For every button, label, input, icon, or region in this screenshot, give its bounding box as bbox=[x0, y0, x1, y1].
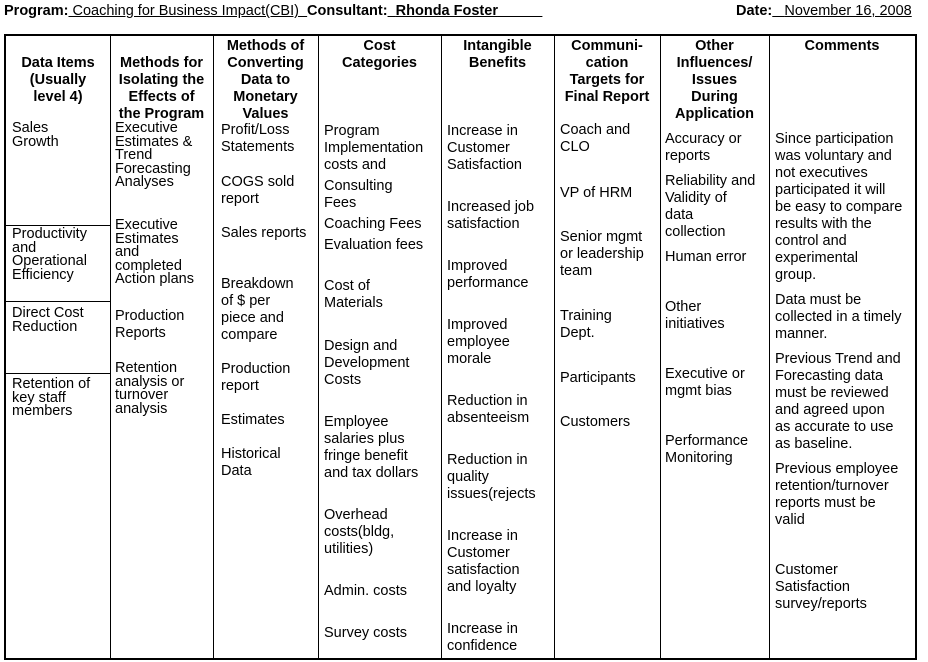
other-influence-item: Other initiatives bbox=[665, 299, 725, 332]
date-value: November 16, 2008 bbox=[784, 3, 912, 19]
column-divider bbox=[318, 36, 319, 658]
intangible-benefit-item: Reduction in absenteeism bbox=[447, 393, 530, 426]
date-label: Date: bbox=[736, 3, 773, 19]
cost-category-item: Program Implementation costs and bbox=[324, 123, 424, 173]
conversion-method-item: Breakdown of $ per piece and compare bbox=[221, 276, 294, 343]
program-header bbox=[4, 3, 542, 19]
conversion-method-item: COGS sold report bbox=[221, 174, 295, 207]
cost-category-item: Consulting Fees bbox=[324, 178, 393, 211]
conversion-method-item: Historical Data bbox=[221, 446, 281, 479]
program-value: Coaching for Business Impact(CBI) bbox=[72, 3, 299, 19]
communication-target-item: Senior mgmt or leadership team bbox=[560, 229, 644, 279]
comment-item: Data must be collected in a timely manner. bbox=[775, 292, 902, 342]
column-divider bbox=[441, 36, 442, 658]
isolation-method-item: Executive Estimates & Trend Forecasting Analyses bbox=[115, 120, 193, 190]
column-divider bbox=[213, 36, 214, 658]
column-divider bbox=[110, 36, 111, 658]
conversion-method-item: Profit/Loss Statements bbox=[221, 122, 295, 155]
consultant-value: _Rhonda Foster_ _ bbox=[387, 3, 543, 19]
header-communication-targets: Communi- cation Targets for Final Report bbox=[564, 38, 650, 105]
conversion-method-item: Production report bbox=[221, 361, 291, 394]
comment-item: Customer Satisfaction survey/reports bbox=[775, 562, 867, 612]
row-divider bbox=[6, 301, 110, 302]
comment-item: Previous employee retention/turnover reports must be valid bbox=[775, 461, 899, 528]
other-influence-item: Performance Monitoring bbox=[665, 433, 749, 466]
header-conversion-methods: Methods of Converting Data to Monetary Values bbox=[226, 38, 305, 122]
header-intangible-benefits: Intangible Benefits bbox=[463, 38, 532, 71]
intangible-benefit-item: Improved performance bbox=[447, 258, 529, 291]
data-item-sales-growth: Sales Growth bbox=[12, 120, 59, 150]
isolation-method-item: Production Reports bbox=[115, 308, 185, 341]
cost-category-item: Overhead costs(bldg, utilities) bbox=[324, 507, 395, 557]
consultant-label: _Consultant: bbox=[298, 3, 388, 19]
conversion-method-item: Estimates bbox=[221, 412, 285, 428]
column-divider bbox=[769, 36, 770, 658]
cost-category-item: Employee salaries plus fringe benefit and tax dollars bbox=[324, 414, 419, 481]
header-data-items: Data Items (Usually level 4) bbox=[21, 55, 95, 105]
header-cost-categories: Cost Categories bbox=[342, 38, 417, 71]
program-label: Program: bbox=[4, 3, 69, 19]
cost-category-item: Coaching Fees bbox=[324, 216, 422, 232]
other-influence-item: Reliability and Validity of data collection bbox=[665, 173, 756, 240]
intangible-benefit-item: Reduction in quality issues(rejects bbox=[447, 452, 536, 502]
other-influence-item: Accuracy or reports bbox=[665, 131, 742, 164]
intangible-benefit-item: Increased job satisfaction bbox=[447, 199, 535, 232]
data-item-productivity: Productivity and Operational Efficiency bbox=[12, 226, 87, 283]
other-influence-item: Executive or mgmt bias bbox=[665, 366, 745, 399]
column-divider bbox=[660, 36, 661, 658]
row-divider bbox=[6, 373, 110, 374]
header-comments: Comments bbox=[804, 38, 880, 54]
communication-target-item: VP of HRM bbox=[560, 185, 633, 201]
comment-item: Previous Trend and Forecasting data must be reviewed and agreed upon as accurate to use as baseline. bbox=[775, 351, 901, 452]
communication-target-item: Participants bbox=[560, 370, 636, 386]
cost-category-item: Cost of Materials bbox=[324, 278, 383, 311]
cost-category-item: Evaluation fees bbox=[324, 237, 424, 253]
column-divider bbox=[554, 36, 555, 658]
intangible-benefit-item: Improved employee morale bbox=[447, 317, 510, 367]
data-item-retention: Retention of key staff members bbox=[12, 376, 91, 419]
isolation-method-item: Executive Estimates and completed Action plans bbox=[115, 217, 194, 287]
intangible-benefit-item: Increase in Customer satisfaction and loyalty bbox=[447, 528, 520, 595]
cost-category-item: Survey costs bbox=[324, 625, 407, 641]
comment-item: Since participation was voluntary and not executives participated it will be easy to compare results with the control and experimental group. bbox=[775, 131, 903, 283]
communication-target-item: Training Dept. bbox=[560, 308, 612, 341]
intangible-benefit-item: Increase in Customer Satisfaction bbox=[447, 123, 522, 173]
header-other-influences: Other Influences/ Issues During Application bbox=[675, 38, 754, 122]
date-header bbox=[736, 3, 912, 19]
cost-category-item: Admin. costs bbox=[324, 583, 407, 599]
intangible-benefit-item: Increase in confidence bbox=[447, 621, 518, 654]
communication-target-item: Coach and CLO bbox=[560, 122, 631, 155]
conversion-method-item: Sales reports bbox=[221, 225, 307, 241]
communication-target-item: Customers bbox=[560, 414, 631, 430]
header-isolation-methods: Methods for Isolating the Effects of the Program bbox=[118, 55, 205, 122]
isolation-method-item: Retention analysis or turnover analysis bbox=[115, 360, 185, 417]
cost-category-item: Design and Development Costs bbox=[324, 338, 410, 388]
data-item-direct-cost: Direct Cost Reduction bbox=[12, 305, 84, 335]
evaluation-table bbox=[4, 34, 917, 660]
other-influence-item: Human error bbox=[665, 249, 747, 265]
